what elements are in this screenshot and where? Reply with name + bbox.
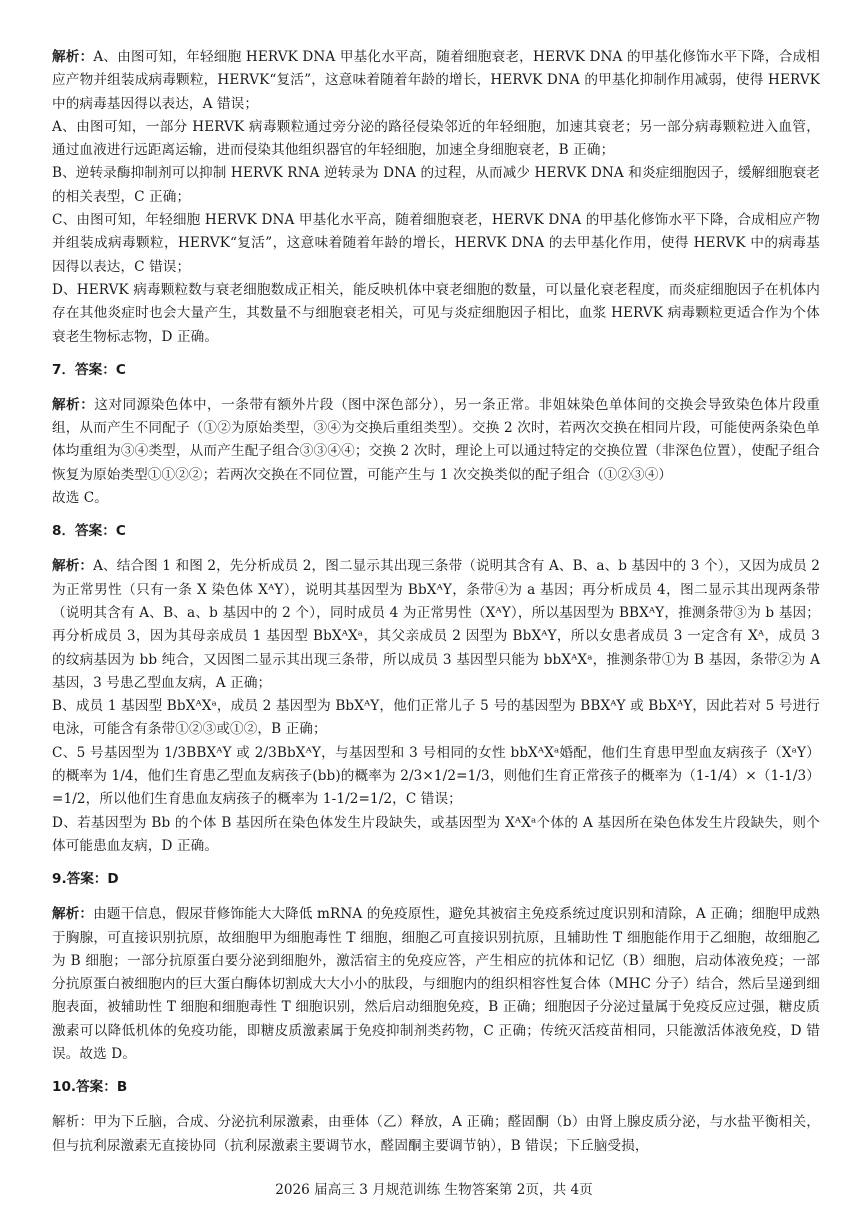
q6-analysis-para-d: C、由图可知，年轻细胞 HERVK DNA 甲基化水平高，随着细胞衰老，HERVK DNA 的甲基化修饰水平下降，合成相应产物并组装成病毒颗粒，HERVK“复活”，这意味着随着年龄的增长，HERVK DNA 的去甲基化作用，使得 HERVK 中的病毒基因得以表达，C 错误； <box>52 212 820 275</box>
q10-answer-heading: 10.答案：B <box>52 1079 128 1096</box>
page-footer: 2026 届高三 3 月规范训练 生物答案第 2页，共 4页 <box>275 1182 593 1198</box>
q9-section <box>52 868 820 1066</box>
q10-section <box>52 1076 820 1158</box>
analysis-label: 解析： <box>52 906 94 923</box>
q8-analysis-para-d: D、若基因型为 Bb 的个体 B 基因所在染色体发生片段缺失，或基因型为 XᴬXᵃ个体的 A 基因所在染色体发生片段缺失，则个体可能患血友病，D 正确。 <box>52 814 820 854</box>
q8-analysis-para-a <box>52 555 820 695</box>
q6-analysis-para-c: B、逆转录酶抑制剂可以抑制 HERVK RNA 逆转录为 DNA 的过程，从而减少 HERVK DNA 和炎症细胞因子，缓解细胞衰老的相关表型，C 正确； <box>52 165 820 205</box>
q7-analysis-text: 这对同源染色体中，一条带有额外片段（图中深色部分），另一条正常。非姐妹染色单体间的交换会导致染色体片段重组，从而产生不同配子（①②为原始类型，③④为交换后重组类型）。交换 2 次时，若两次交换在相同片段，可能使两条染色单体均重组为③④类型，从而产生配子组合③③④④；交换 2 次时，理论上可以通过特定的交换位置（非深色位置），使配子组合恢复为原始类型①①②②；若两次交换在不同位置，可能产生与 1 次交换类似的配子组合（①②③④） <box>52 396 820 483</box>
q8-analysis-para-c: C、5 号基因型为 1/3BBXᴬY 或 2/3BbXᴬY，与基因型和 3 号相同的女性 bbXᴬXᵃ婚配，他们生育患甲型血友病孩子（XᵃY）的概率为 1/4，他们生育患乙型血友病孩子(bb)的概率为 2/3×1/2=1/3，则他们生育正常孩子的概率为（1-1/4）×（1-1/3）=1/2，所以他们生育患血友病孩子的概率为 1-1/2=1/2，C 错误； <box>52 744 820 808</box>
analysis-label: 解析： <box>52 1114 94 1131</box>
analysis-label: 解析： <box>52 49 94 65</box>
q6-analysis-para-a <box>52 46 820 116</box>
q8-answer-heading: 8．答案：C <box>52 523 126 540</box>
answer-sheet-page <box>52 46 820 1158</box>
q7-analysis-para <box>52 394 820 487</box>
q8-analysis-para-b: B、成员 1 基因型 BbXᴬXᵃ，成员 2 基因型为 BbXᴬY，他们正常儿子 5 号的基因型为 BBXᴬY 或 BbXᴬY，因此若对 5 号进行电泳，可能含有条带①②③或①②，B 正确； <box>52 698 820 738</box>
q6-analysis-para-b: A、由图可知，一部分 HERVK 病毒颗粒通过旁分泌的路径侵染邻近的年轻细胞，加速其衰老；另一部分病毒颗粒进入血管，通过血液进行远距离运输，进而侵染其他组织器官的年轻细胞，加速全身细胞衰老，B 正确； <box>52 118 820 159</box>
q9-analysis-para <box>52 903 820 1066</box>
q8-section <box>52 520 820 858</box>
q10-analysis-text: 甲为下丘脑，合成、分泌抗利尿激素，由垂体（乙）释放，A 正确；醛固酮（b）由肾上腺皮质分泌，与水盐平衡相关，但与抗利尿激素无直接协同（抗利尿激素主要调节水，醛固酮主要调节钠），B 错误；下丘脑受损， <box>52 1114 820 1154</box>
q6-analysis-text: A、由图可知，年轻细胞 HERVK DNA 甲基化水平高，随着细胞衰老，HERVK DNA 的甲基化修饰水平下降，合成相应产物并组装成病毒颗粒，HERVK“复活”，这意味着随着年龄的增长，HERVK DNA 的甲基化抑制作用减弱，使得 HERVK 中的病毒基因得以表达，A 错误； <box>52 49 820 112</box>
q9-analysis-text: 由题干信息，假尿苷修饰能大大降低 mRNA 的免疫原性，避免其被宿主免疫系统过度识别和清除，A 正确；细胞甲成熟于胸腺，可直接识别抗原，故细胞甲为细胞毒性 T 细胞，细胞乙可直接识别抗原，且辅助性 T 细胞能作用于乙细胞，故细胞乙为 B 细胞；一部分抗原蛋白要分泌到细胞外，激活宿主的免疫应答，产生相应的抗体和记忆（B）细胞，启动体液免疫；一部分抗原蛋白被细胞内的巨大蛋白酶体切割成大大小小的肽段，与细胞内的组织相容性复合体（MHC 分子）结合，然后呈递到细胞表面，被辅助性 T 细胞和细胞毒性 T 细胞识别，然后启动细胞免疫，B 正确；细胞因子分泌过量属于免疫反应过强，糖皮质激素可以降低机体的免疫功能，即糖皮质激素属于免疫抑制剂类药物，C 正确；传统灭活疫苗相同，只能激活体液免疫，D 错误。故选 D。 <box>52 906 820 1062</box>
q6-analysis-para-e: D、HERVK 病毒颗粒数与衰老细胞数成正相关，能反映机体中衰老细胞的数量，可以量化衰老程度，而炎症细胞因子在机体内存在其他炎症时也会大量产生，其数量不与细胞衰老相关，可见与炎症细胞因子相比，血浆 HERVK 病毒颗粒更适合作为个体衰老生物标志物，D 正确。 <box>52 281 820 345</box>
analysis-label: 解析： <box>52 558 94 575</box>
q7-section <box>52 359 820 510</box>
q6-analysis-section <box>52 46 820 349</box>
q8-analysis-text: A、结合图 1 和图 2，先分析成员 2，图二显示其出现三条带（说明其含有 A、B、a、b 基因中的 3 个），又因为成员 2 为正常男性（只有一条 X 染色体 XᴬY），说明其基因型为 BbXᴬY，条带④为 a 基因；再分析成员 4，图二显示其出现两条带（说明其含有 A、B、a、b 基因中的 2 个），同时成员 4 为正常男性（XᴬY），所以基因型为 BBXᴬY，推测条带③为 b 基因；再分析成员 3，因为其母亲成员 1 基因型 BbXᴬXᵃ，其父亲成员 2 因型为 BbXᴬY，所以女患者成员 3 一定含有 Xᴬ，成员 3 的纹病基因为 bb 纯合，又因图二显示其出现三条带，所以成员 3 基因型只能为 bbXᴬXᵃ，推测条带①为 B 基因，条带②为 A 基因，3 号患乙型血友病，A 正确； <box>52 558 820 691</box>
q7-conclusion: 故选 C。 <box>52 490 109 507</box>
q10-analysis-para <box>52 1111 820 1158</box>
q7-answer-heading: 7．答案：C <box>52 361 126 378</box>
q9-answer-heading: 9.答案：D <box>52 871 119 888</box>
analysis-label: 解析： <box>52 396 95 413</box>
